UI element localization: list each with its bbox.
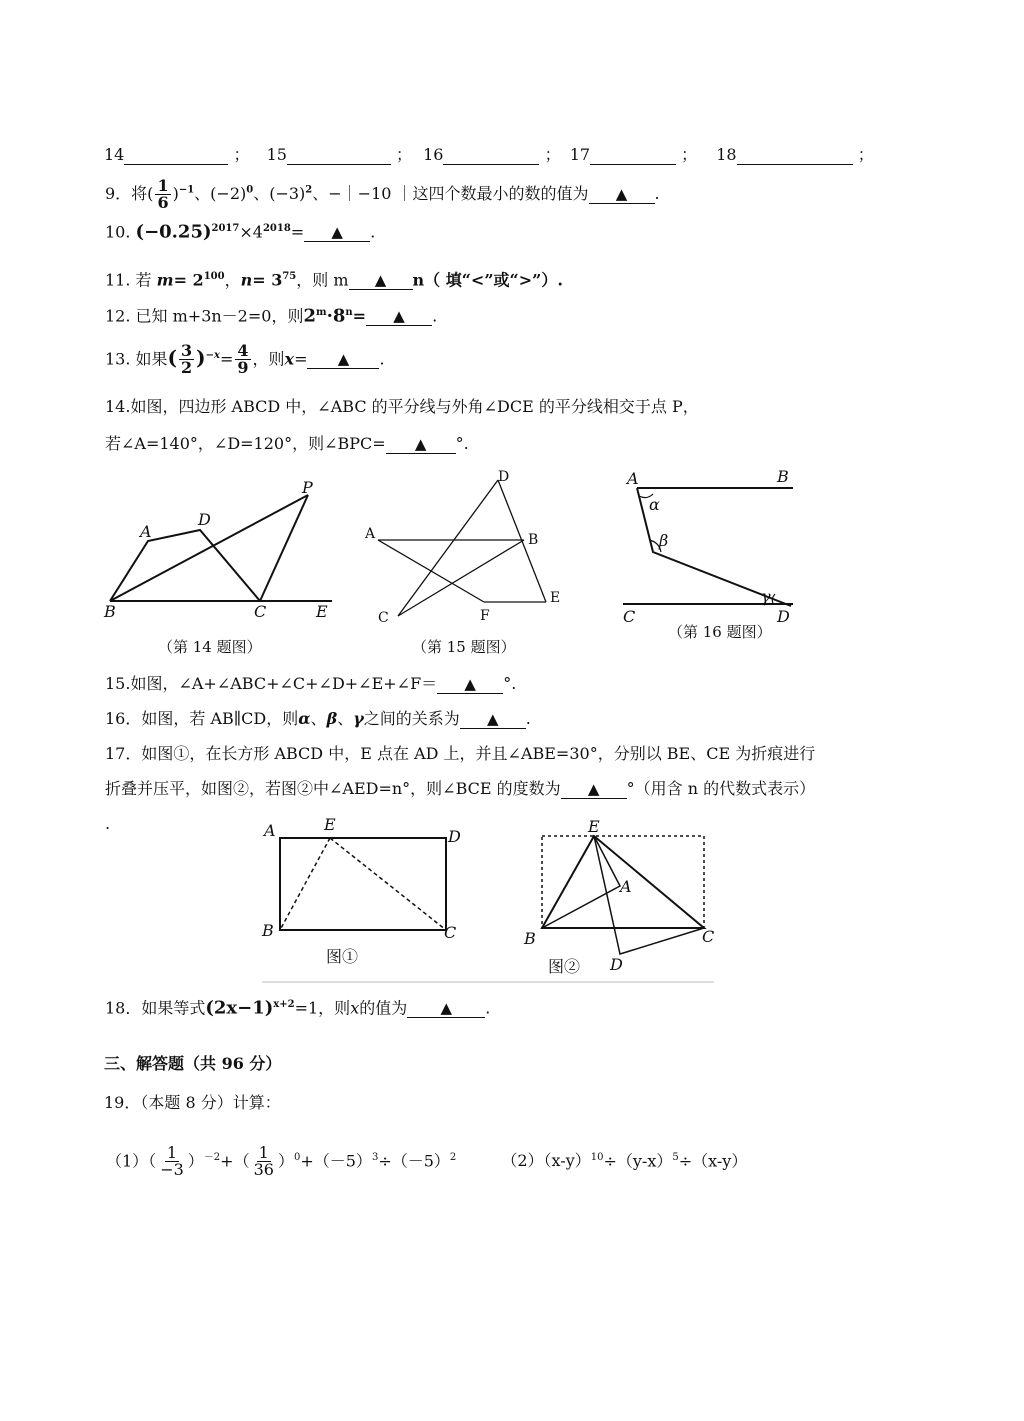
triangle-icon: ▲ [331, 223, 343, 242]
fig15-label-F: F [480, 608, 490, 624]
answer-sep: ； [233, 145, 250, 164]
fig15-label-A: A [365, 526, 376, 542]
triangle-icon: ▲ [414, 435, 427, 453]
q9-text: 、(−2) [194, 184, 247, 203]
q11-text: ，则 m [296, 270, 349, 290]
fig17-1-label-C: C [444, 923, 457, 942]
q18-text: . [485, 998, 491, 1018]
question-14-line-2 [105, 433, 469, 455]
q11-text: ， [224, 270, 241, 290]
q11-text: = 2 [173, 270, 204, 290]
q12-text: 12. 已知 m+3n－2=0，则 [105, 306, 304, 326]
q9-text: ) [172, 184, 179, 203]
q13-den: 9 [237, 358, 249, 378]
q19-p2-text: （2）（x-y） [501, 1151, 591, 1171]
fig16-label-alpha: α [649, 495, 660, 514]
q18-text: =1，则 [294, 998, 351, 1018]
q16-text: 、 [310, 709, 327, 728]
q16-text: 之间的关系为 [363, 709, 460, 728]
triangle-icon: ▲ [337, 350, 350, 369]
q10-text: 10. [105, 222, 131, 242]
q12-expr: ·8 [326, 305, 346, 327]
q10-text: ×4 [239, 222, 263, 242]
q9-fraction [155, 178, 170, 211]
q12-text: . [432, 306, 438, 326]
q19-den: −3 [160, 1160, 184, 1180]
answer-blank-15[interactable] [287, 146, 391, 165]
q18-text: 18．如果等式 [105, 998, 206, 1018]
q9-exp: 0 [246, 184, 254, 196]
q11-text: = 3 [252, 270, 283, 290]
q19-p2-text: ÷（y-x） [603, 1151, 673, 1171]
q10-exp: 2018 [262, 223, 291, 234]
q10-answer-blank[interactable] [304, 223, 370, 242]
q13-exp: −x [205, 350, 220, 361]
q13-text: = [219, 349, 234, 369]
question-17-line-2 [105, 778, 815, 800]
question-17-line-3: . [105, 814, 111, 833]
fig14-label-A: A [140, 522, 152, 541]
triangle-icon: ▲ [587, 780, 600, 798]
q11-text: 11. 若 [105, 270, 152, 290]
fig14-label-B: B [104, 602, 116, 621]
answer-sep: ； [544, 145, 561, 164]
fig16-label-D: D [777, 607, 790, 626]
q13-text: = [294, 349, 308, 369]
q11-exp: 100 [203, 271, 225, 282]
q9-text: . [654, 184, 660, 203]
fig16-label-gamma: γ [761, 587, 771, 606]
q13-paren: ) [196, 345, 206, 370]
question-11 [105, 266, 563, 291]
answer-label-16: 16 [423, 145, 444, 164]
fig17-1-label-A: A [264, 821, 276, 840]
q19-p1-text: +（－5） [300, 1151, 372, 1171]
fig15-label-E: E [550, 590, 561, 606]
q11-text: n（ 填“<”或“>”）. [412, 270, 563, 290]
q16-beta: β [326, 709, 338, 728]
question-9 [105, 178, 660, 211]
fig14-label-D: D [198, 510, 211, 529]
triangle-icon: ▲ [440, 999, 452, 1018]
q9-text: 、(−3) [253, 184, 306, 203]
figure-14 [100, 475, 340, 625]
fig16-label-C: C [623, 607, 636, 626]
q19-p1-fraction-2 [252, 1145, 276, 1178]
answer-blank-17[interactable] [590, 146, 676, 165]
q10-base: (−0.25) [135, 221, 212, 243]
answer-label-15: 15 [266, 145, 287, 164]
fig16-label-B: B [777, 467, 789, 486]
q19-num: 1 [166, 1143, 178, 1163]
q19-exp: 3 [371, 1152, 379, 1163]
fig14-label-C: C [254, 602, 267, 621]
q12-expr: 2 [303, 305, 316, 327]
q15-text: 15.如图，∠A+∠ABC+∠C+∠D+∠E+∠F＝ [105, 674, 438, 693]
q17-text: °（用含 n 的代数式表示） [626, 779, 816, 798]
question-18 [105, 994, 490, 1019]
q16-answer-blank[interactable] [460, 710, 526, 729]
q13-var: x [284, 349, 295, 369]
q16-text: 、 [337, 709, 354, 728]
q12-exp: n [345, 307, 353, 318]
q17-answer-blank[interactable] [561, 780, 627, 799]
q13-text: ，则 [252, 349, 285, 369]
triangle-icon: ▲ [374, 271, 387, 290]
answer-blank-14[interactable] [124, 146, 228, 165]
q9-answer-blank[interactable] [589, 185, 655, 204]
triangle-icon: ▲ [487, 710, 499, 728]
q16-text: 16．如图，若 AB∥CD，则 [105, 709, 299, 728]
q12-text: = [352, 306, 367, 326]
q15-answer-blank[interactable] [437, 675, 503, 694]
q15-text: °. [503, 674, 517, 693]
figure-15-caption: （第 15 题图） [412, 638, 516, 656]
question-17-line-1: 17．如图①，在长方形 ABCD 中，E 点在 AD 上，并且∠ABE=30°，分别以 BE、CE 为折痕进行 [105, 744, 816, 763]
fig17-2-label-C: C [702, 927, 715, 946]
q13-den: 2 [181, 358, 193, 378]
q11-var: n [240, 270, 253, 290]
question-16 [105, 708, 531, 730]
figure-16-caption: （第 16 题图） [668, 623, 772, 641]
fig15-label-D: D [498, 469, 510, 485]
question-19-parts [106, 1128, 747, 1191]
q19-num: 1 [258, 1143, 269, 1163]
q18-var: x [350, 998, 360, 1018]
q14-answer-blank[interactable] [386, 435, 456, 454]
q19-exp: 10 [590, 1152, 604, 1163]
q11-var: m [156, 270, 174, 290]
fig16-label-A: A [627, 469, 639, 488]
question-12 [105, 302, 437, 327]
q9-num: 1 [157, 176, 169, 195]
answer-label-14: 14 [104, 145, 125, 164]
q19-exp: 5 [672, 1152, 679, 1163]
fig17-2-label-E: E [588, 817, 600, 836]
q10-text: = [290, 222, 305, 242]
q19-p2-text: ÷（x-y） [678, 1151, 748, 1171]
q13-text: . [379, 349, 385, 369]
q13-num: 3 [181, 341, 193, 361]
fig14-label-E: E [316, 602, 328, 621]
fig17-1-label-D: D [448, 827, 461, 846]
q13-text: 13. 如果 [105, 349, 168, 369]
q18-text: 的值为 [359, 998, 408, 1018]
answer-label-18: 18 [716, 145, 737, 164]
answer-blank-18[interactable] [737, 146, 853, 165]
fig16-label-beta: β [659, 531, 669, 550]
q19-den: 36 [253, 1160, 274, 1180]
fig15-label-B: B [528, 532, 539, 548]
q18-base: (2x−1) [205, 997, 274, 1019]
question-14-line-1: 14.如图，四边形 ABCD 中，∠ABC 的平分线与外角∠DCE 的平分线相交于点 P， [105, 397, 699, 416]
q19-p1-text: （1）（ [106, 1151, 157, 1171]
figure-17 [258, 812, 718, 984]
answer-row [104, 144, 874, 166]
answer-blank-16[interactable] [443, 146, 539, 165]
q19-exp: －2 [203, 1152, 221, 1163]
q10-text: . [370, 222, 376, 242]
q16-text: . [525, 709, 531, 728]
fig14-label-P: P [302, 478, 313, 497]
answer-sep: ； [857, 145, 874, 164]
q13-fraction-1 [179, 343, 194, 376]
q16-gamma: γ [353, 709, 364, 728]
figure-14-caption: （第 14 题图） [158, 638, 262, 656]
q19-p1-fraction-1 [158, 1145, 186, 1178]
q9-exp: −1 [178, 184, 195, 196]
q19-p1-text: ÷（－5） [378, 1151, 450, 1171]
question-19-title: 19．（本题 8 分）计算： [104, 1093, 281, 1112]
fig17-caption-1: 图① [326, 947, 359, 966]
fig17-1-label-E: E [324, 815, 336, 834]
q9-text: 9．将( [105, 184, 154, 203]
figure-16 [615, 466, 815, 626]
fig17-caption-2: 图② [548, 957, 581, 976]
q17-text: 折叠并压平，如图②，若图②中∠AED=n°，则∠BCE 的度数为 [105, 779, 561, 798]
question-15 [105, 673, 516, 695]
q19-p1-text: +（ [220, 1151, 250, 1171]
q13-fraction-2 [235, 343, 250, 376]
figure-15 [360, 466, 570, 631]
q14-text: 若∠A=140°，∠D=120°，则∠BPC= [105, 434, 386, 453]
q13-paren: ( [167, 345, 178, 370]
q13-num: 4 [237, 341, 249, 361]
q19-exp: 2 [449, 1152, 457, 1163]
q12-exp: m [315, 307, 327, 318]
q11-answer-blank[interactable] [349, 271, 413, 290]
q19-p1-text: ） [277, 1151, 294, 1171]
answer-sep: ； [396, 145, 413, 164]
fig17-2-label-D: D [610, 955, 623, 974]
fig15-label-C: C [378, 610, 389, 626]
q14-text: °. [455, 434, 469, 453]
q12-answer-blank[interactable] [366, 307, 432, 326]
answer-label-17: 17 [569, 145, 591, 164]
q9-text: 、−｜−10 ｜这四个数最小的数的值为 [312, 184, 589, 203]
q9-den: 6 [157, 193, 169, 212]
fig17-2-label-A: A [620, 877, 632, 896]
fig17-2-label-B: B [524, 929, 536, 948]
question-13 [105, 334, 385, 381]
triangle-icon: ▲ [393, 307, 405, 326]
q13-answer-blank[interactable] [307, 350, 379, 369]
q11-exp: 75 [282, 271, 297, 282]
answer-sep: ； [681, 145, 698, 164]
fig17-1-label-B: B [262, 921, 274, 940]
triangle-icon: ▲ [464, 675, 476, 693]
question-10 [105, 218, 375, 243]
q16-alpha: α [298, 709, 311, 728]
q18-exp: x+2 [273, 999, 295, 1010]
q9-exp: 2 [305, 184, 313, 196]
q19-exp: 0 [293, 1152, 301, 1163]
section-3-heading: 三、解答题（共 96 分） [104, 1054, 282, 1073]
q18-answer-blank[interactable] [407, 999, 485, 1018]
q10-exp: 2017 [211, 223, 240, 234]
triangle-icon: ▲ [615, 185, 628, 203]
q19-p1-text: ） [187, 1151, 204, 1171]
